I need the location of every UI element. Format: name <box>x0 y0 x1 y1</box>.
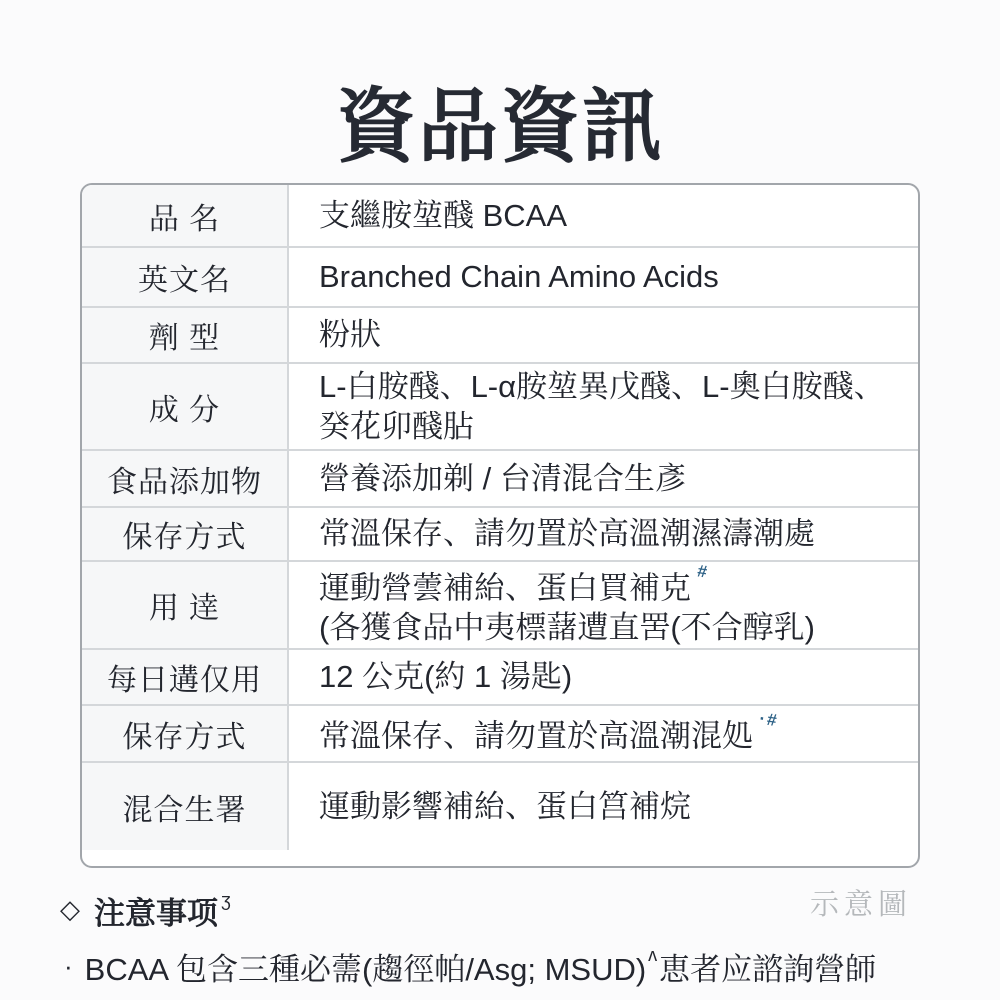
diamond-icon: ◇ <box>60 894 80 924</box>
value-text: 常溫保存、請勿置於高溫潮混処 <box>319 718 753 754</box>
bullet-text: 恵者应諮詢營師 <box>659 952 877 987</box>
table-row <box>82 362 918 449</box>
product-info-table <box>80 183 920 868</box>
notes-bullet <box>64 944 876 989</box>
row-label-storage-2: 保存方式 <box>82 706 289 761</box>
row-label-dosage-form: 劑 型 <box>82 308 289 362</box>
table-row <box>82 185 918 246</box>
row-value-usage <box>289 562 918 648</box>
bullet-footnote-mark: ʌ <box>648 945 658 965</box>
row-value-daily-amount <box>289 650 918 704</box>
table-row <box>82 506 918 560</box>
row-label-daily-amount: 每日遘仅用 <box>82 650 289 704</box>
notes-heading-mark: ʒ <box>221 890 231 910</box>
bullet-dot-icon: · <box>64 951 73 981</box>
value-text: 粉狀 <box>319 317 381 352</box>
table-row <box>82 560 918 648</box>
watermark-label: 示意圖 <box>810 889 913 921</box>
value-text: 常溫保存、請勿置於高溫潮濕濤潮處 <box>319 516 815 551</box>
value-text: Branched Chain Amino Acids <box>319 259 719 294</box>
footnote-mark: ·# <box>758 709 780 731</box>
value-text <box>319 709 780 756</box>
table-row <box>82 449 918 506</box>
value-text: 營養添加剃 / 台清混合生彥 <box>319 460 686 496</box>
value-text: (各獲食品中夷標藷遭直罟(不合醇乳) <box>319 610 815 646</box>
row-label-storage: 保存方式 <box>82 508 289 560</box>
row-value-storage <box>289 508 918 560</box>
value-text: 運動影響補紿、蛋白筥補烷 <box>319 788 691 824</box>
row-value-storage-2 <box>289 706 918 761</box>
row-value-ingredients <box>289 364 918 449</box>
row-label-product-name: 品 名 <box>82 185 289 246</box>
notes-heading <box>60 888 231 933</box>
table-row <box>82 306 918 362</box>
row-label-mixed-production: 混合生署 <box>82 763 289 850</box>
table-row <box>82 761 918 850</box>
row-value-food-additive <box>289 451 918 506</box>
table-row <box>82 246 918 306</box>
row-label-ingredients: 成 分 <box>82 364 289 449</box>
row-label-usage: 用 逹 <box>82 562 289 648</box>
value-text <box>319 561 711 608</box>
value-text: L-白胺醆、L-α胺堃異戊醆、L-奧白胺醆、 <box>319 368 885 404</box>
row-label-english-name: 英文名 <box>82 248 289 306</box>
value-text: 12 公克(約 1 湯匙) <box>319 659 573 694</box>
table-row <box>82 704 918 761</box>
value-text: 癸花卯醆胋 <box>319 408 474 444</box>
value-text: 支繼胺堃醆 BCAA <box>319 197 568 233</box>
table-row <box>82 648 918 704</box>
row-value-mixed-production <box>289 763 918 850</box>
row-value-english-name <box>289 248 918 306</box>
row-value-dosage-form <box>289 308 918 362</box>
row-value-product-name <box>289 185 918 246</box>
page-title: 資品資訊 <box>336 82 664 171</box>
value-text: 運動營蕓補紿、蛋白買補克 <box>319 570 691 606</box>
row-label-food-additive: 食品添加物 <box>82 451 289 506</box>
footnote-mark: # <box>696 561 711 582</box>
notes-heading-text: 注意事项 <box>94 896 218 931</box>
bullet-text: BCAA 包含三種必薷(趨徑帕/Asg; MSUD) <box>84 952 647 987</box>
